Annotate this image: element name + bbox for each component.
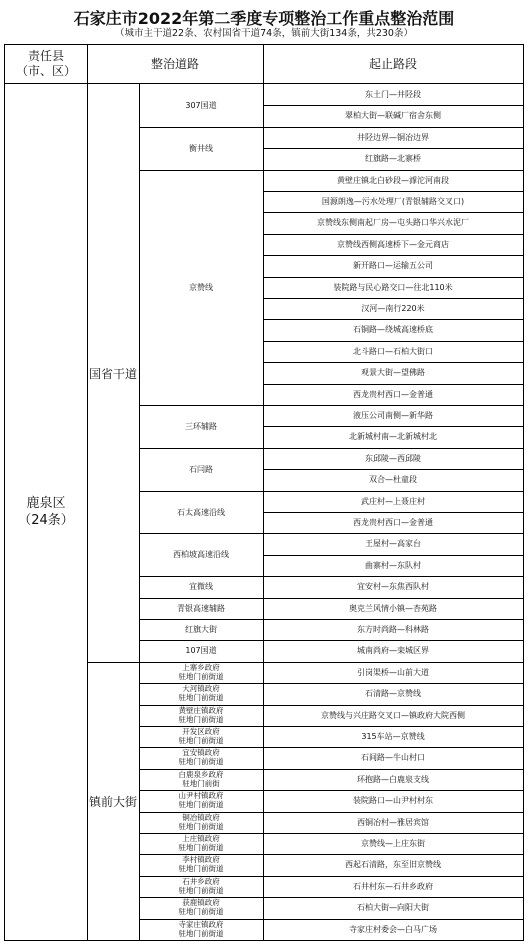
segment-row-divider: [263, 341, 523, 342]
segment-cell: 装院路口—山尹村村东: [353, 796, 433, 805]
road-name-line: 上庄镇政府: [182, 834, 220, 843]
segment-row-divider: [263, 362, 523, 363]
road-name-line: 驻地门前街道: [178, 756, 224, 766]
segment-cell: 京赞线西侧高速桥下—金元商店: [337, 240, 449, 249]
segment-row-divider: [263, 426, 523, 427]
segment-cell: 宜安村—东焦西队村: [357, 582, 429, 591]
header-road: 整治道路: [150, 56, 199, 71]
road-name-line: 开发区政府: [182, 727, 220, 736]
header-county-line1: 责任县: [27, 49, 64, 63]
county-cell: [5, 84, 87, 940]
segment-cell: 石清路—京赞线: [365, 689, 421, 698]
road-cell: 宜微线: [189, 582, 213, 591]
segment-row-divider: [263, 298, 523, 299]
segment-row-divider: [263, 512, 523, 513]
segment-cell: 翠柏大街—联碱厂宿舍东侧: [345, 111, 441, 120]
road-name-line: 驻地门前街道: [178, 842, 224, 852]
segment-cell: 北新城村南—北新城村北: [349, 432, 437, 441]
segment-cell: 京赞线—上庄东街: [361, 839, 425, 848]
road-name-line: 山尹村镇政府: [178, 791, 224, 800]
segment-cell: 北斗路口—石柏大街口: [353, 347, 433, 356]
road-cell: 石太高速沿线: [177, 508, 225, 517]
segment-cell: 黄壁庄镇北白砂段—滹沱河南段: [337, 176, 449, 185]
segment-cell: 石间路—牛山村口: [361, 753, 425, 762]
road-name-line: 上寨乡政府: [182, 663, 220, 672]
segment-cell: 武庄村—上聂庄村: [361, 497, 425, 506]
segment-cell: 寺家庄村委会—白马广场: [349, 925, 437, 934]
road-cell: 青银高速辅路: [177, 604, 225, 613]
road-cell: 三环辅路: [185, 422, 217, 431]
segment-cell: 东土门—井陉段: [365, 90, 421, 99]
segment-row-divider: [263, 105, 523, 106]
segment-row-divider: [263, 234, 523, 235]
road-cell: 京赞线: [189, 283, 213, 292]
header-county-line2: （市、区）: [15, 64, 76, 78]
segment-cell: 西龙贵村西口—金普通: [353, 390, 433, 399]
segment-cell: 红旗路—北寨桥: [365, 154, 421, 163]
road-cell: 石闫路: [189, 465, 213, 474]
road-name-line: 驻地门前街道: [178, 906, 224, 916]
road-name-line: 驻地门前街道: [178, 671, 224, 681]
road-cell: [139, 769, 263, 790]
segment-row-divider: [263, 191, 523, 192]
segment-cell: 新开路口—运输五公司: [353, 261, 433, 270]
road-cell: 红旗大街: [185, 625, 217, 634]
segment-row-divider: [263, 277, 523, 278]
county-name: 鹿泉区: [26, 496, 66, 511]
road-cell: [139, 897, 263, 918]
segment-row-divider: [263, 212, 523, 213]
segment-row-divider: [263, 555, 523, 556]
road-name-line: 驻地门前街道: [178, 821, 224, 831]
segment-cell: 液压公司南侧—新华路: [353, 411, 433, 420]
road-name-line: 驻地门前街道: [178, 799, 224, 809]
road-name-line: 驻地门前街道: [178, 714, 224, 724]
road-name-line: 获鹿镇政府: [182, 898, 220, 907]
segment-cell: 石铜路—绕城高速桥底: [353, 325, 433, 334]
road-cell: 307国道: [185, 101, 217, 110]
road-cell: [139, 876, 263, 897]
road-name-line: 白鹿泉乡政府: [178, 770, 224, 779]
segment-row-divider: [263, 255, 523, 256]
segment-cell: 引岗渠桥—山前大道: [357, 668, 429, 677]
segment-cell: 东方时尚路—科林路: [357, 625, 429, 634]
segment-cell: 东邱陵—西邱陵: [365, 454, 421, 463]
segment-row-divider: [263, 384, 523, 385]
segment-cell: 西起石清路，东至旧京赞线: [345, 860, 441, 869]
segment-cell: 汉河—南行220米: [361, 304, 425, 313]
road-cell: 西柏坡高速沿线: [173, 550, 229, 559]
road-name-line: 驻地门前街道: [178, 928, 224, 938]
segment-cell: 双合—杜童段: [369, 475, 417, 484]
segment-row-divider: [263, 148, 523, 149]
road-cell: [139, 833, 263, 854]
road-cell: [139, 662, 263, 683]
header-segment: 起止路段: [368, 56, 417, 71]
county-count: （24条）: [18, 513, 74, 528]
page-title: 石家庄市2022年第二季度专项整治工作重点整治范围: [73, 9, 455, 28]
segment-cell: 石柏大街—向阳大街: [357, 903, 429, 912]
road-cell: [139, 747, 263, 768]
segment-cell: 京赞线与兴庄路交叉口—镇政府大院西侧: [321, 711, 465, 720]
road-cell: 衡井线: [189, 144, 213, 153]
road-name-line: 黄壁庄镇政府: [178, 706, 224, 715]
segment-cell: 石井村东—石井乡政府: [353, 882, 433, 891]
road-name-line: 石井乡政府: [182, 877, 220, 886]
road-name-line: 驻地门前街道: [178, 863, 224, 873]
road-cell: [139, 683, 263, 704]
road-name-line: 大河镇政府: [182, 684, 220, 693]
header-county: [5, 45, 87, 83]
road-cell: [139, 705, 263, 726]
segment-cell: 井陉边界—铜冶边界: [357, 133, 429, 142]
segment-cell: 曲寨村—东队村: [365, 561, 421, 570]
road-cell: [139, 790, 263, 811]
segment-cell: 王屋村—高家台: [365, 539, 421, 548]
road-name-line: 驻地门前街: [182, 778, 220, 788]
page-subtitle: （城市主干道22条、农村国省干道74条，镇前大街134条，共230条）: [115, 28, 413, 39]
rectification-table: [4, 44, 524, 941]
segment-cell: 环抱路—白鹿泉支线: [357, 775, 429, 784]
segment-cell: 奥克兰风情小镇—杏苑路: [349, 604, 437, 613]
road-cell: [139, 854, 263, 875]
segment-row-divider: [263, 319, 523, 320]
road-cell: [139, 726, 263, 747]
segment-cell: 观景大街—望佛路: [361, 368, 425, 377]
road-name-line: 驻地门前街道: [178, 735, 224, 745]
segment-row-divider: [263, 469, 523, 470]
segment-cell: 西铜冶村—雅居宾馆: [357, 818, 429, 827]
road-cell: [139, 812, 263, 833]
segment-cell: 西龙贵村西口—金普通: [353, 518, 433, 527]
category-cell: 镇前大街: [88, 794, 137, 809]
road-name-line: 驻地门前街道: [178, 692, 224, 702]
segment-cell: 城南尚府—栾城区界: [357, 646, 429, 655]
segment-cell: 装院路与民心路交口—往北110米: [333, 283, 453, 292]
road-cell: 107国道: [185, 646, 217, 655]
road-name-line: 驻地门前街道: [178, 885, 224, 895]
road-name-line: 宜安镇政府: [182, 748, 220, 757]
segment-cell: 国源朗逸—污水处理厂(青银辅路交叉口): [321, 197, 465, 206]
category-cell: 国省干道: [88, 366, 137, 381]
road-name-line: 寺家庄镇政府: [178, 920, 224, 929]
road-cell: [139, 919, 263, 940]
segment-cell: 京赞线东侧南起厂房—屯头路口华兴水泥厂: [317, 218, 469, 227]
segment-cell: 315车站—京赞线: [361, 732, 425, 741]
road-name-line: 铜冶镇政府: [182, 813, 220, 822]
road-name-line: 李村镇政府: [182, 855, 220, 864]
